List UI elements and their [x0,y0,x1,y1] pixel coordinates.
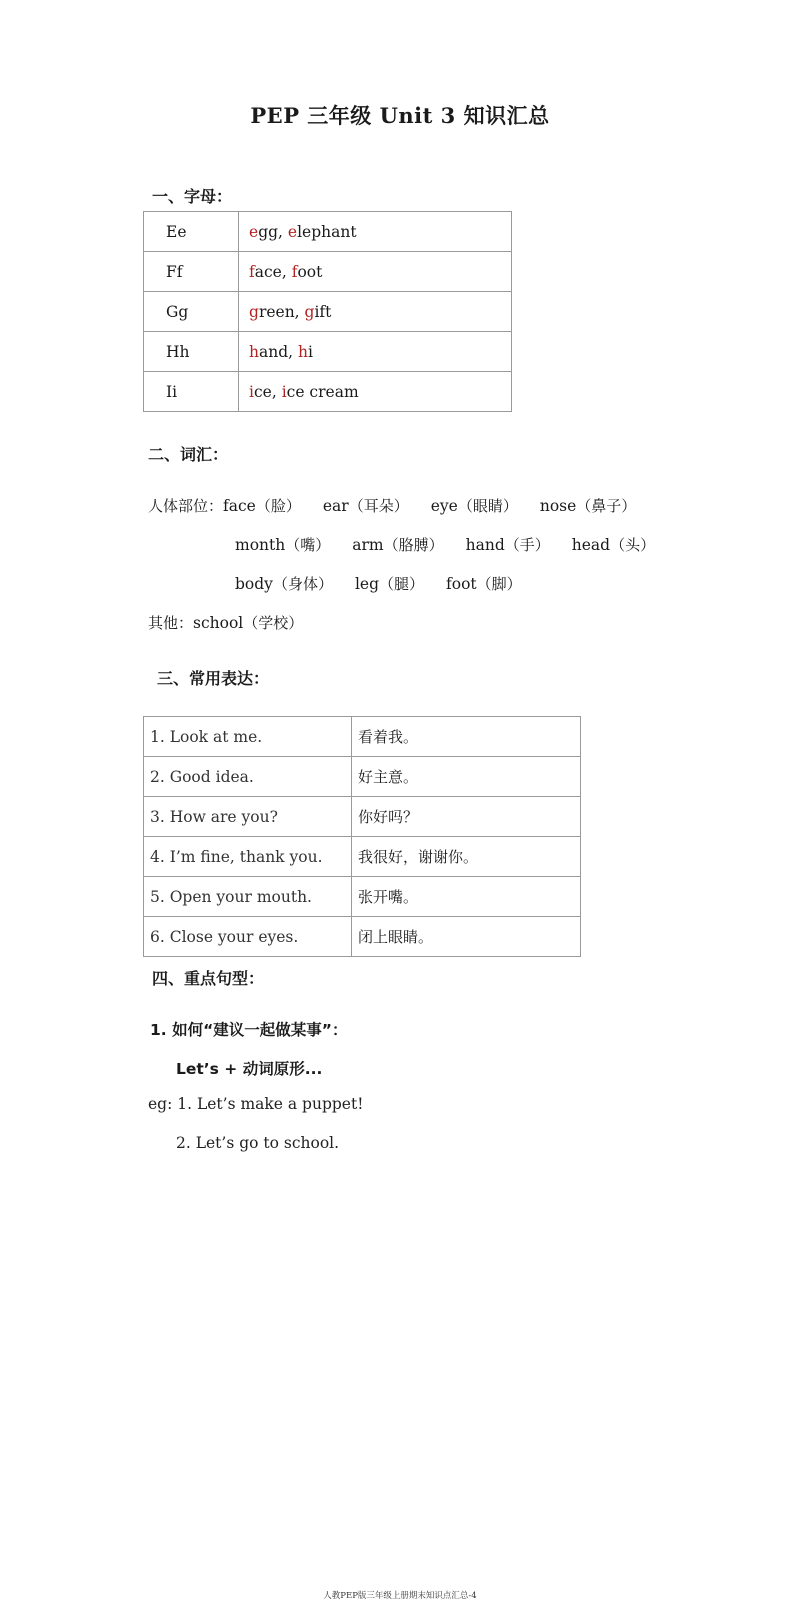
vocab-cn: （学校） [243,614,304,632]
expression-row [144,757,581,797]
letters-row [144,292,512,332]
expression-row [144,797,581,837]
expression-english-cell: 4. I’m fine, thank you. [144,837,352,877]
body-parts-label: 人体部位： [148,497,224,515]
section-patterns-heading: 四、重点句型： [152,969,265,988]
vocab-en: hand [465,536,505,554]
word-fragment: reen, [258,302,305,321]
highlighted-letter: f [291,262,298,281]
word-fragment: oot [297,262,323,281]
highlighted-letter: g [304,302,315,321]
vocab-item [446,575,522,593]
letter-cell: Gg [144,292,239,332]
vocab-cn: （鼻子） [576,497,637,515]
other-label: 其他： [148,614,194,632]
expression-english-cell: 5. Open your mouth. [144,877,352,917]
word-fragment: i [307,342,313,361]
letters-row [144,332,512,372]
example-words-cell [239,252,512,292]
page-footer: 人教PEP版三年级上册期末知识点汇总-4 [323,1591,477,1601]
expression-row [144,877,581,917]
highlighted-letter: g [249,302,259,321]
expression-english-cell: 3. How are you? [144,797,352,837]
letters-row [144,372,512,412]
vocab-item [431,497,518,515]
word-fragment: gg, [258,222,288,241]
expression-chinese-cell: 你好吗？ [352,797,581,837]
letters-row [144,252,512,292]
example-words-cell [239,292,512,332]
vocab-item [235,536,330,554]
expression-chinese-cell: 张开嘴。 [352,877,581,917]
vocab-en: ear [322,497,349,515]
expression-chinese-cell: 我很好，谢谢你。 [352,837,581,877]
vocab-cn: （脚） [476,575,522,593]
page-title: PEP 三年级 Unit 3 知识汇总 [250,103,550,128]
vocab-item [355,575,424,593]
vocab-item [466,536,550,554]
vocab-body-parts-line-1 [148,495,658,516]
section-expressions-heading: 三、常用表达： [157,669,270,688]
vocab-other-line [148,612,303,633]
vocab-cn: （头） [610,536,656,554]
vocab-item [235,575,333,593]
vocab-en: face [223,497,256,515]
vocab-en: head [571,536,611,554]
vocab-item [323,497,409,515]
vocab-item [352,536,443,554]
vocab-en: month [235,536,286,554]
expression-english-cell: 6. Close your eyes. [144,917,352,957]
vocab-en: eye [430,497,458,515]
word-fragment: lephant [297,222,357,241]
example-sentence-1: eg: 1. Let’s make a puppet! [148,1095,364,1113]
letter-cell: Ee [144,212,239,252]
word-fragment: ace, [254,262,292,281]
letter-cell: Hh [144,332,239,372]
vocab-cn: （眼睛） [457,497,518,515]
expression-chinese-cell: 闭上眼睛。 [352,917,581,957]
vocab-en: body [235,575,273,593]
letter-cell: Ff [144,252,239,292]
vocab-item [572,536,655,554]
expression-row [144,917,581,957]
vocab-cn: （身体） [272,575,333,593]
vocab-cn: （胳膊） [383,536,444,554]
vocab-body-parts-line-2 [235,534,677,555]
expression-row [144,717,581,757]
pattern-formula: Let’s + 动词原形... [176,1060,323,1078]
highlighted-letter: h [297,342,308,361]
vocab-en: leg [354,575,380,593]
highlighted-letter: e [249,222,259,241]
vocab-cn: （腿） [379,575,425,593]
expression-english-cell: 1. Look at me. [144,717,352,757]
example-words-cell [239,332,512,372]
letters-table [143,211,512,412]
expression-chinese-cell: 好主意。 [352,757,581,797]
vocab-item [540,497,636,515]
vocab-en: school [193,614,244,632]
vocab-item [223,497,301,515]
word-fragment: ift [314,302,332,321]
highlighted-letter: f [249,262,255,281]
vocab-cn: （手） [504,536,550,554]
pattern-point-1: 1. 如何“建议一起做某事”： [150,1021,348,1039]
example-words-cell [239,212,512,252]
section-letters-heading: 一、字母： [152,187,233,206]
vocab-cn: （嘴） [285,536,331,554]
highlighted-letter: i [281,382,287,401]
letter-cell: Ii [144,372,239,412]
example-sentence-2: 2. Let’s go to school. [176,1134,340,1152]
example-words-cell [239,372,512,412]
section-vocabulary-heading: 二、词汇： [148,445,229,464]
word-fragment: ce, [253,382,282,401]
vocab-cn: （耳朵） [348,497,409,515]
word-fragment: and, [258,342,298,361]
vocab-en: arm [352,536,384,554]
vocab-cn: （脸） [255,497,301,515]
expressions-table [143,716,581,957]
vocab-en: foot [446,575,477,593]
vocab-en: nose [539,497,577,515]
expression-chinese-cell: 看着我。 [352,717,581,757]
word-fragment: ce cream [286,382,359,401]
highlighted-letter: h [249,342,259,361]
vocab-body-parts-line-3 [235,573,544,594]
expression-english-cell: 2. Good idea. [144,757,352,797]
highlighted-letter: i [249,382,254,401]
highlighted-letter: e [287,222,298,241]
letters-row [144,212,512,252]
expression-row [144,837,581,877]
